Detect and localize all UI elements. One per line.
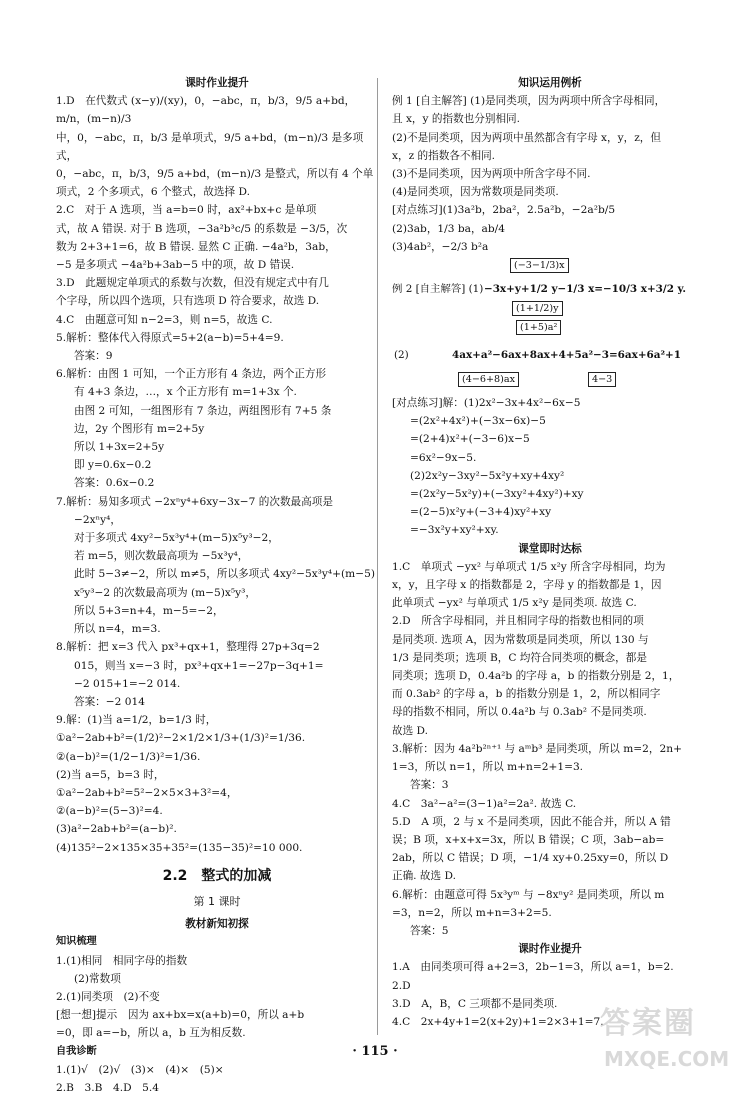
left-line: ①a²−2ab+b²=(1/2)²−2×1/2×1/3+(1/3)²=1/36.: [56, 732, 306, 745]
left-line: 015，则当 x=−3 时，px³+qx+1=−27p−3q+1=: [74, 659, 324, 672]
figure-bottom-left-box: (4−6+8)ax: [458, 372, 519, 387]
left-line: ①a²−2ab+b²=5²−2×5×3+3²=4，: [56, 786, 238, 799]
example2-figure-2: [392, 320, 708, 390]
section-title: 2.2 整式的加减: [162, 867, 272, 884]
practice2-line: =6x²−9x−5.: [410, 451, 477, 464]
left-line: ②(a−b)²=(1/2−1/3)²=1/36.: [56, 750, 201, 763]
instant-line: 此单项式 −yx² 与单项式 1/5 x²y 是同类项. 故选 C.: [392, 597, 637, 610]
right-column: [392, 74, 708, 1041]
practice1-line: [对点练习](1)3a²b，2ba²，2.5a²b，−2a²b/5: [392, 204, 616, 217]
homework-line: 3.D A，B，C 三项都不是同类项.: [392, 997, 558, 1010]
left-line: 1.D 在代数式 (x−y)/(xy)，0，−abc，π，b/3，9/5 a+bd，m/n，(m−n)/3: [56, 95, 356, 126]
lesson-title: 第 1 课时: [193, 894, 241, 908]
page-number: · 115 ·: [352, 1044, 398, 1059]
left-line: 0，−abc，π，b/3，9/5 a+bd，(m−n)/3 是整式，所以有 4 个单: [56, 168, 374, 181]
left-line: 所以 1+3x=2+5y: [74, 441, 165, 454]
example1-line: 例 1 [自主解答] (1)是同类项，因为两项中所含字母相同，: [392, 95, 666, 108]
left-line: 此时 5−3≠−2，所以 m≠5，所以多项式 4xy²−5x³y⁴+(m−5): [74, 568, 375, 581]
instant-line: x，y，且字母 x 的指数都是 2，字母 y 的指数都是 1，因: [392, 579, 662, 592]
practice1-line: (3)4ab²，−2/3 b²a: [392, 240, 489, 253]
left-line: ②(a−b)²=(5−3)²=4.: [56, 805, 163, 818]
left-line: x⁵y³−2 的次数最高项为 (m−5)x⁵y³，: [74, 586, 256, 599]
practice2-line: (2)2x²y−3xy²−5x²y+xy+4xy²: [410, 469, 565, 482]
instant-line: 故选 D.: [392, 724, 429, 737]
figure-top-box: (1+5)a²: [516, 320, 561, 335]
practice2-line: [对点练习]解：(1)2x²−3x+4x²−6x−5: [392, 397, 581, 410]
left-line: (4)135²−2×135×35+35²=(135−35)²=10 000.: [56, 841, 303, 854]
left-line: 答案：9: [74, 350, 113, 363]
selfcheck-label: 自我诊断: [56, 1045, 97, 1057]
right-heading: 知识运用例析: [518, 77, 582, 89]
subsection-title: 教材新知初探: [185, 918, 249, 931]
selfcheck-line: 2.B 3.B 4.D 5.4: [56, 1081, 160, 1094]
left-line: 所以 n=4，m=3.: [74, 623, 161, 636]
example1-line: 且 x，y 的指数也分别相同.: [392, 113, 520, 126]
knowledge-line: =0，即 a=−b，所以 a，b 互为相反数.: [56, 1027, 246, 1040]
instant-line: =3，n=2，所以 m+n=3+2=5.: [392, 906, 552, 919]
right-heading-2: 课堂即时达标: [518, 542, 582, 555]
left-heading: 课时作业提升: [185, 77, 249, 89]
example1-line: (4)是同类项，因为常数项是同类项.: [392, 186, 559, 199]
left-line: 6.解析：由图 1 可知，一个正方形有 4 条边，两个正方形: [56, 368, 327, 381]
knowledge-line: (2)常数项: [74, 972, 121, 985]
left-line: −2 015+1=−2 014.: [74, 677, 181, 690]
instant-line: 3.解析：因为 4a²b²ⁿ⁺¹ 与 aᵐb³ 是同类项，所以 m=2，2n+: [392, 742, 682, 755]
homework-line: 4.C 2x+4y+1=2(x+2y)+1=2×3+1=7.: [392, 1015, 604, 1028]
knowledge-line: 2.(1)同类项 (2)不变: [56, 990, 160, 1003]
practice1-line: (2)3ab，1/3 ba，ab/4: [392, 222, 505, 235]
watermark-logo: 答案圈: [600, 1006, 696, 1041]
instant-line: 是同类项. 选项 A，因为常数项是同类项，所以 130 与: [392, 633, 649, 646]
instant-line: 同类项；选项 D，0.4a²b 的字母 a，b 的指数分别是 2，1，: [392, 670, 680, 683]
left-line: 由图 2 可知，一组图形有 7 条边，两组图形有 7+5 条: [74, 404, 332, 417]
left-line: −5 是多项式 −4a²b+3ab−5 中的项，故 D 错误.: [56, 259, 295, 272]
practice2-line: =(2x²+4x²)+(−3x−6x)−5: [410, 415, 546, 428]
left-line: 即 y=0.6x−0.2: [74, 459, 152, 472]
practice2-line: =(2x²y−5x²y)+(−3xy²+4xy²)+xy: [410, 488, 584, 501]
example1-line: x，z 的指数各不相同.: [392, 149, 496, 162]
left-line: 4.C 由题意可知 n−2=3，则 n=5，故选 C.: [56, 313, 273, 326]
left-line: 数为 2+3+1=6，故 B 错误. 显然 C 正确. −4a²b，3ab，: [56, 240, 336, 253]
left-line: 答案：−2 014: [74, 695, 145, 708]
left-line: 8.解析：把 x=3 代入 px³+qx+1，整理得 27p+3q=2: [56, 641, 320, 654]
knowledge-label: 知识梳理: [56, 936, 97, 948]
example1-line: (2)不是同类项，因为两项中虽然都含有字母 x，y，z，但: [392, 131, 661, 144]
figure-label: (2): [394, 349, 409, 362]
figure-expression: 4ax+a²−6ax+8ax+4+5a²−3=6ax+6a²+1: [452, 349, 681, 362]
left-line: 5.解析：整体代入得原式=5+2(a−b)=5+4=9.: [56, 331, 284, 344]
left-line: 若 m=5，则次数最高项为 −5x³y⁴，: [74, 550, 249, 563]
figure-bottom-right-box: 4−3: [588, 372, 616, 387]
left-line: 对于多项式 4xy²−5x³y⁴+(m−5)x⁵y³−2，: [74, 532, 279, 545]
right-heading-3: 课时作业提升: [518, 943, 582, 956]
left-line: 2.C 对于 A 选项，当 a=b=0 时，ax²+bx+c 是单项: [56, 204, 317, 217]
left-line: −2xⁿy⁴，: [74, 513, 121, 526]
watermark-url: MXQE.COM: [604, 1047, 730, 1071]
knowledge-line: [想一想]提示 因为 ax+bx=x(a+b)=0，所以 a+b: [56, 1009, 305, 1022]
left-column: [56, 74, 378, 1097]
instant-line: 4.C 3a²−a²=(3−1)a²=2a². 故选 C.: [392, 797, 577, 810]
example2-figure-1: [392, 258, 708, 316]
practice2-line: =(2+4)x²+(−3−6)x−5: [410, 433, 530, 446]
instant-line: 2ab，所以 C 错误；D 项，−1/4 xy+0.25xy=0，所以 D: [392, 852, 669, 865]
knowledge-line: 1.(1)相同 相同字母的指数: [56, 954, 188, 967]
left-line: 答案：0.6x−0.2: [74, 477, 155, 490]
left-line: 有 4+3 条边，…，x 个正方形有 m=1+3x 个.: [74, 386, 297, 399]
instant-line: 答案：5: [410, 924, 449, 937]
instant-line: 母的指数不相同，所以 0.4a²b 与 0.3ab² 不是同类项.: [392, 706, 647, 719]
left-line: (2)当 a=5，b=3 时，: [56, 768, 165, 781]
left-line: 边，2y 个图形有 m=2+5y: [74, 422, 205, 435]
left-line: 所以 5+3=n+4，m−5=−2，: [74, 604, 224, 617]
instant-line: 1/3 是同类项；选项 B，C 均符合同类项的概念，都是: [392, 651, 647, 664]
practice2-line: =−3x²y+xy²+xy.: [410, 524, 499, 537]
instant-line: 1=3，所以 n=1，所以 m+n=2+1=3.: [392, 761, 584, 774]
instant-line: 答案：3: [410, 779, 449, 792]
instant-line: 2.D 所含字母相同，并且相同字母的指数也相同的项: [392, 615, 644, 628]
left-line: 中，0，−abc，π，b/3 是单项式，9/5 a+bd，(m−n)/3 是多项式，: [56, 131, 364, 162]
figure-top-box: (−3−1/3)x: [510, 258, 569, 273]
instant-line: 而 0.3ab² 的字母 a，b 的指数分别是 1，2，所以相同字: [392, 688, 661, 701]
example1-line: (3)不是同类项，因为两项中所含字母不同.: [392, 168, 591, 181]
left-line: (3)a²−2ab+b²=(a−b)².: [56, 823, 177, 836]
figure-expression: −3x+y+1/2 y−1/3 x=−10/3 x+3/2 y.: [484, 283, 687, 296]
homework-line: 1.A 由同类项可得 a+2=3，2b−1=3，所以 a=1，b=2.: [392, 961, 674, 974]
instant-line: 误；B 项，x+x+x=3x，所以 B 错误；C 项，3ab−ab=: [392, 833, 665, 846]
left-line: 9.解：(1)当 a=1/2，b=1/3 时，: [56, 714, 217, 727]
left-line: 个字母，所以四个选项，只有选项 D 符合要求，故选 D.: [56, 295, 320, 308]
figure-bottom-box: (1+1/2)y: [512, 301, 563, 316]
left-line: 式，故 A 错误. 对于 B 选项，−3a²b³c/5 的系数是 −3/5，次: [56, 222, 348, 235]
instant-line: 6.解析：由题意可得 5x³yᵐ 与 −8xⁿy² 是同类项，所以 m: [392, 888, 665, 901]
instant-line: 1.C 单项式 −yx² 与单项式 1/5 x²y 所含字母相同，均为: [392, 560, 666, 573]
instant-line: 5.D A 项，2 与 x 不是同类项，因此不能合并，所以 A 错: [392, 815, 671, 828]
homework-line: 2.D: [392, 979, 411, 992]
left-line: 项式，2 个多项式，6 个整式，故选择 D.: [56, 186, 250, 199]
selfcheck-line: 1.(1)√ (2)√ (3)× (4)× (5)×: [56, 1063, 224, 1076]
practice2-line: =(2−5)x²y+(−3+4)xy²+xy: [410, 506, 552, 519]
instant-line: 正确. 故选 D.: [392, 870, 456, 883]
left-line: 7.解析：易知多项式 −2xⁿy⁴+6xy−3x−7 的次数最高项是: [56, 495, 333, 508]
figure-label: 例 2 [自主解答] (1): [392, 283, 484, 296]
left-line: 3.D 此题规定单项式的系数与次数，但没有规定式中有几: [56, 277, 329, 290]
